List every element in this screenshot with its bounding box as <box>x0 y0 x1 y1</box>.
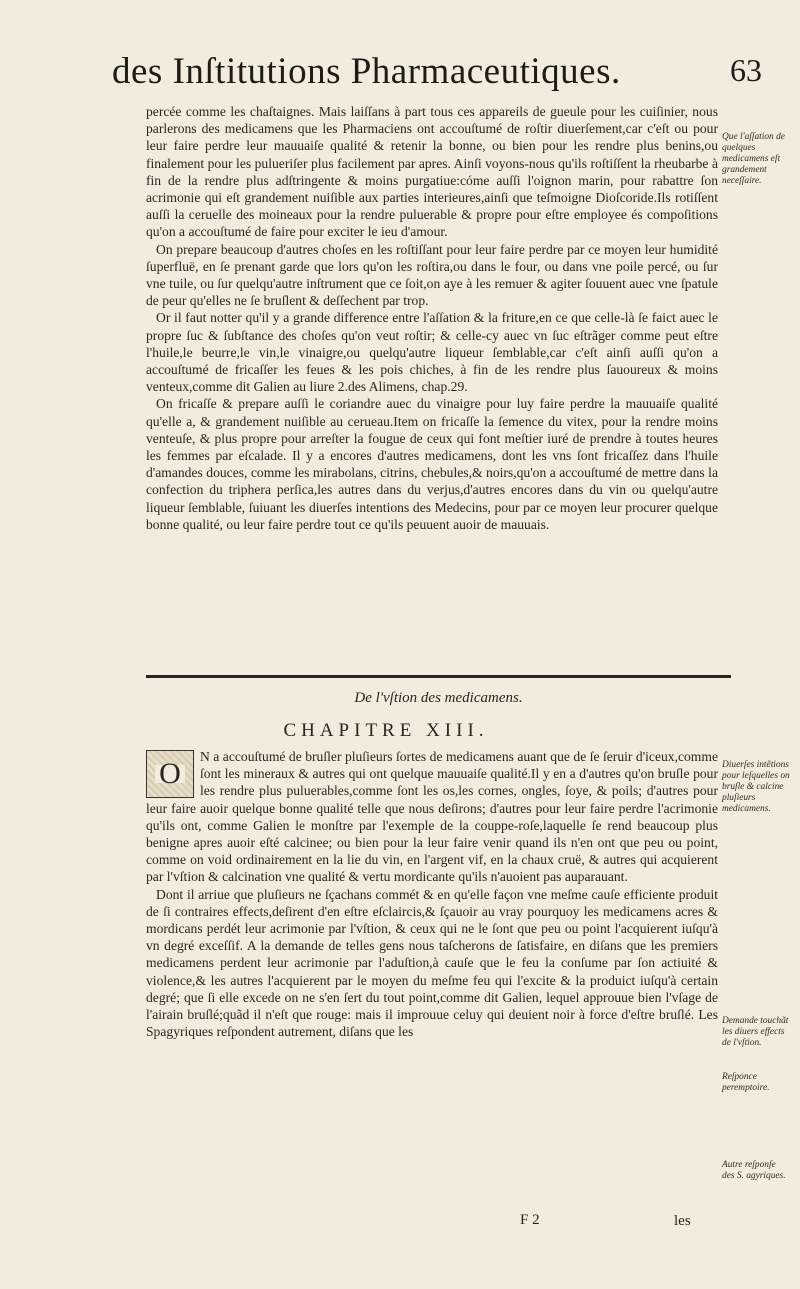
margin-note: Que l'aſſation de quelques medicamens eſt grandement neceſſaire. <box>722 132 785 186</box>
paragraph: On fricaſſe & prepare auſſi le coriandre auec du vinaigre pour luy faire perdre la mauuaiſe qualité qu'elle a, & grandement nuiſible au cerueau.Item on fricaſſe la ſemence du vitex, pour la rendre moins venteuſe, & plus propre pour arreſter la fougue de ceux qui font meſtier iuré de prendre à toutes heures les femmes par eſcalade. Il y a encores d'autres medicamens, dont les vns ſont fricaſſez dans l'huile d'amandes douces, comme les mirabolans, citrins, chebules,& noirs,qu'on a accouſtumé de mettre dans la confection du triphera perſica,les autres dans du verjus,d'autres encores dans du vin ou quelqu'autre liqueur ſemblable, ſuiuant les diuerſes intentions des Medecins, pour par ce moyen leur procurer quelque bonne qualité, ou leur faire perdre tout ce qu'ils peuuent auoir de mauuais. <box>146 396 718 532</box>
paragraph: Dont il arriue que pluſieurs ne ſçachans commét & en qu'elle façon vne meſme cauſe efficiente produit de ſi contraires effects,deſirent d'en eſtre eſclaircis,& ſçauoir au vray pourquoy les medicamens acres & mordicans perdét leur acrimonie par l'vſtion, & ceux qui ne le ſont que peu ou point l'acquierent iuſqu'à vn degré exceſſif. A la demande de telles gens nous taſcherons de ſatisfaire, en diſans que les premiers medicamens perdent leur acrimonie par l'aduſtion,à cauſe que le feu la conſume par ſon actiuité & violence,& les autres l'acquierent par le moyen du meſme feu qui l'excite & la produict iuſqu'à certain degré; que ſi elle excede on ne s'en ſert du tout point,comme dit Galien, lequel approuue bien l'vſage de l'airain bruſlé;quãd il n'eſt que rouge: mais il improuue celuy qui deuient noir à force d'eſtre bruſlé. Les Spagyriques reſpondent autrement, diſans que les <box>146 886 718 1040</box>
drop-cap <box>146 750 194 798</box>
paragraph: percée comme les chaſtaignes. Mais laiſſans à part tous ces appareils de gueule pour les cuiſinier, nous parlerons des medicamens que les Pharmaciens ont accouſtumé de roſtir diuerſement,car c'eſt ou pour leur faire perdre leur mauuaiſe qualité & retenir la bonne, ou bien pour les rendre plus benins,ou finalement pour les pulueriſer plus facilement par apres. Ainſi voyons-nous qu'ils roſtiſſent la rheubarbe à fin de la rendre plus adſtringente & moins purgatiue:cóme auſſi l'oignon marin, pour rabattre ſon acrimonie qui eſt grandement nuiſible aux parties interieures,ainſi que teſmoigne Dioſcoride.Ils rotiſſent auſſi la ceruelle des moineaux pour la rendre puluerable & propre pour eſtre employee és compoſitions qu'on a accouſtumé de faire pour exciter le ieu d'amour. <box>146 104 718 240</box>
paragraph: N a accouſtumé de bruſler pluſieurs ſortes de medicamens auant que de ſe ſeruir d'iceux,comme ſont les mineraux & autres qui ont quelque mauuaiſe qualité.Il y en a d'autres qu'on bruſle pour les rendre plus puluerables,comme ſont les os,les cornes, ongles, ſoye, & poils; d'autres pour leur faire auoir quelque bonne qualité telle que nous deſirons; d'autres pour leur faire perdre l'acrimonie qu'ils ont, comme Galien le monſtre par l'exemple de la couppe-roſe,laquelle ſe rend beaucoup plus benigne apres auoir eſté calcinee; ou bien pour la leur faire venir quand ils n'en ont que peu ou point, comme on void ordinairement en la lie du vin, en l'argent vif, en la chaux cruë, & autres qui acquierent par l'vſtion & calcination vne qualité & vertu mordicante qu'ils n'auoient pas auparauant. <box>146 749 718 885</box>
margin-note: Diuerſes intẽtions pour leſquelles on bruſle & calcine pluſieurs medicamens. <box>722 760 790 814</box>
paragraph: Or il faut notter qu'il y a grande differencе entre l'aſſation & la friture,en ce que celle-là ſe faict auec le propre ſuc & ſubſtance des choſes qu'on veut roſtir; & celle-cy auec vn ſuc eſtrãger comme peut eſtre l'huile,le beurre,le vin,le vinaigre,ou quelqu'autre liqueur ſemblable,car c'eſt ainſi auſſi qu'on a accouſtumé de fricaſſer les feues & les pois chiches, à fin de les rendre plus ſauoureux & moins venteux,comme dit Galien au liure 2.des Alimens, chap.29. <box>146 310 718 395</box>
margin-note: Reſponce peremptoire. <box>722 1072 770 1093</box>
margin-note: Demande touchãt les diuers effects de l'vſtion. <box>722 1016 789 1048</box>
text-block-chapter <box>146 748 718 1040</box>
running-title: des Inſtitutions Pharmaceutiques. <box>112 51 621 92</box>
running-head <box>0 50 800 100</box>
section-divider <box>146 675 731 678</box>
section-title: De l'vſtion des medicamens. <box>354 690 523 706</box>
catchword: les <box>674 1213 691 1229</box>
page-number: 63 <box>730 52 762 88</box>
paragraph: On prepare beaucoup d'autres choſes en les roſtiſſant pour leur faire perdre par ce moyen leur humidité ſuperfluë, en ſe prenant garde que lors qu'on les roſtira,ou dans le four, ou dans vne poile percé, ou ſur vne tuile, ou ſur quelqu'autre inſtrument que ce ſoit,on aye à les remuer & agiter ſouuent auec vne ſpatule de peur qu'elles ne ſe bruſlent & deſſechent par trop. <box>146 241 718 309</box>
drop-cap-letter: O <box>155 765 185 782</box>
margin-note: Autre reſponſe des S. agyriques. <box>722 1160 786 1181</box>
text-block-first <box>146 103 718 533</box>
chapter-title: CHAPITRE XIII. <box>283 720 489 741</box>
signature-mark: F 2 <box>520 1212 540 1228</box>
